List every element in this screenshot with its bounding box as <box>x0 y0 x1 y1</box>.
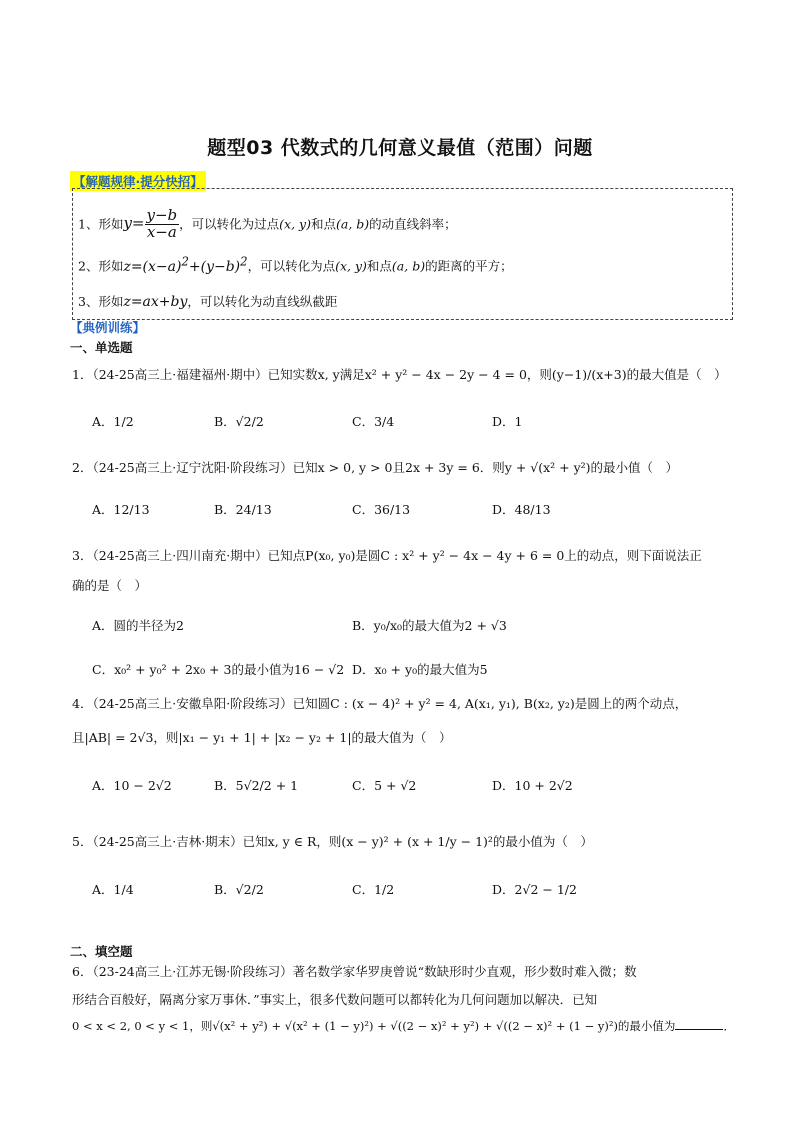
page-title: 题型03 代数式的几何意义最值（范围）问题 <box>207 137 593 159</box>
question-2-option-c: C．36/13 <box>352 502 411 517</box>
question-5-option-a: A．1/4 <box>92 882 134 897</box>
rules-tag: 【解题规律·提分快招】 <box>70 171 206 191</box>
question-6-stem-line-3 <box>72 1018 735 1034</box>
question-6-stem-line-1: 6．（23-24高三上·江苏无锡·阶段练习）著名数学家华罗庚曾说“数缺形时少直观，形少数时难入微；数 <box>72 964 637 979</box>
question-4-option-d: D．10 + 2√2 <box>492 778 573 793</box>
question-1-option-d: D．1 <box>492 414 523 429</box>
rule-1-suffix: ，可以转化为过点(x, y)和点(a, b)的动直线斜率； <box>179 216 457 232</box>
question-3-option-a: A．圆的半径为2 <box>92 618 184 633</box>
question-3-option-c: C．x₀² + y₀² + 2x₀ + 3的最小值为16 − √2 <box>92 662 345 677</box>
question-4-stem-line-1: 4．（24-25高三上·安徽阜阳·阶段练习）已知圆C : (x − 4)² + y² = 4, A(x₁, y₁), B(x₂, y₂)是圆上的两个动点， <box>72 696 688 711</box>
question-2-option-a: A．12/13 <box>92 502 150 517</box>
question-3-option-b: B．y₀/x₀的最大值为2 + √3 <box>352 618 507 633</box>
question-4-option-a: A．10 − 2√2 <box>92 778 172 793</box>
question-5-stem: 5．（24-25高三上·吉林·期末）已知x, y ∈ R，则(x − y)² + (x + 1/y − 1)²的最小值为（ ） <box>72 834 593 849</box>
question-1-option-b: B．√2/2 <box>214 414 264 429</box>
section-fill-blank: 二、填空题 <box>70 944 133 959</box>
question-5-option-d: D．2√2 − 1/2 <box>492 882 577 897</box>
rule-3-prefix: 3、形如 <box>78 294 124 309</box>
rule-3-math: z=ax+by <box>123 294 188 310</box>
question-4-option-b: B．5√2/2 + 1 <box>214 778 299 793</box>
question-3-option-d: D．x₀ + y₀的最大值为5 <box>352 662 488 677</box>
rule-1-prefix: 1、形如 <box>78 216 124 232</box>
rule-2-math: $z=(x-a)^2+(y-b)^2$ <box>123 254 248 275</box>
question-6-end-punct: ． <box>723 1019 735 1033</box>
question-4-stem-line-2: 且|AB| = 2√3，则|x₁ − y₁ + 1| + |x₂ − y₂ + 1|的最大值为（ ） <box>72 730 452 745</box>
question-6-expression: 0 < x < 2, 0 < y < 1，则√(x² + y²) + √(x² + (1 − y)²) + √((2 − x)² + y²) + √((2 − x)² + (1 − y)²)的最小值为 <box>72 1019 676 1033</box>
rule-2 <box>78 254 513 275</box>
examples-tag: 【典例训练】 <box>70 320 146 335</box>
answer-blank[interactable] <box>675 1020 723 1030</box>
rule-1-math: y= $\frac{y-b}{x-a}$ <box>123 206 178 241</box>
question-1-stem: 1．（24-25高三上·福建福州·期中）已知实数x, y满足x² + y² − 4x − 2y − 4 = 0，则(y−1)/(x+3)的最大值是（ ） <box>72 367 727 382</box>
question-5-option-c: C．1/2 <box>352 882 395 897</box>
question-6-stem-line-2: 形结合百般好，隔离分家万事休．”事实上，很多代数问题可以都转化为几何问题加以解决．已知 <box>72 992 598 1007</box>
rule-2-suffix: ，可以转化为点(x, y)和点(a, b)的距离的平方； <box>247 258 513 274</box>
question-3-stem-line-1: 3．（24-25高三上·四川南充·期中）已知点P(x₀, y₀)是圆C : x² + y² − 4x − 4y + 6 = 0上的动点，则下面说法正 <box>72 548 702 563</box>
question-5-option-b: B．√2/2 <box>214 882 264 897</box>
rule-2-prefix: 2、形如 <box>78 258 124 274</box>
question-2-option-d: D．48/13 <box>492 502 551 517</box>
question-3-stem-line-2: 确的是（ ） <box>72 578 148 593</box>
rule-3-suffix: ，可以转化为动直线纵截距 <box>187 294 338 309</box>
question-2-stem: 2．（24-25高三上·辽宁沈阳·阶段练习）已知x > 0, y > 0且2x + 3y = 6．则y + √(x² + y²)的最小值（ ） <box>72 460 679 475</box>
question-2-option-b: B．24/13 <box>214 502 272 517</box>
question-1-option-c: C．3/4 <box>352 414 395 429</box>
question-1-option-a: A．1/2 <box>92 414 134 429</box>
section-single-choice: 一、单选题 <box>70 340 133 355</box>
rule-3 <box>78 292 337 310</box>
rule-1 <box>78 208 457 241</box>
question-4-option-c: C．5 + √2 <box>352 778 417 793</box>
